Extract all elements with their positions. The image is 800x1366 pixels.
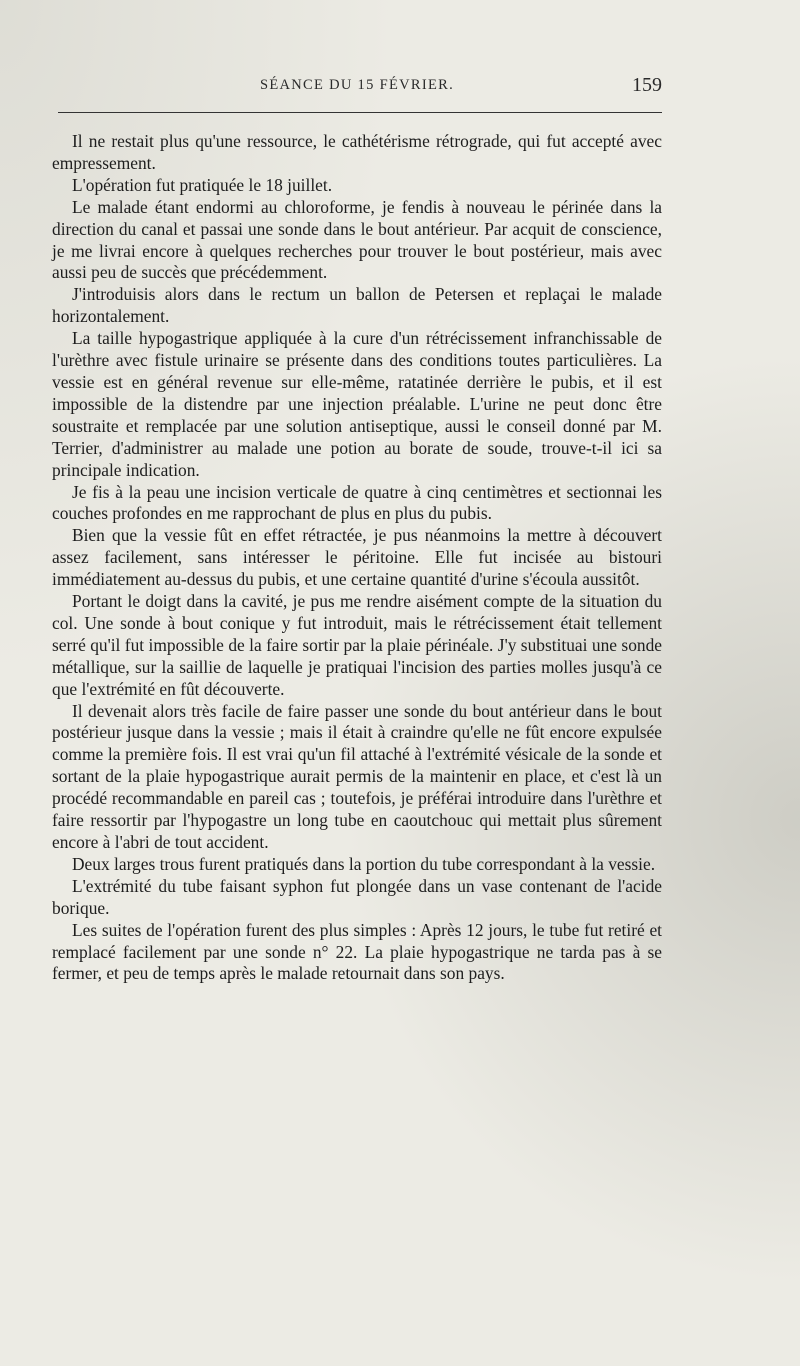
paragraph: Il devenait alors très facile de faire passer une sonde du bout antérieur dans le bout postérieur jusque dans la vessie ; mais il était à craindre qu'elle ne fût encore expulsée comme la première fois. Il est vrai qu'un fil attaché à l'extrémité vésicale de la sonde et sortant de la plaie hypogastrique aurait permis de la maintenir en place, et c'est là un procédé recommandable en pareil cas ; toutefois, je préférai introduire dans l'urèthre et faire ressortir par l'hypogastre un long tube en caoutchouc qui mettait plus sûrement encore à l'abri de tout accident. bbox=[52, 700, 662, 852]
running-head bbox=[52, 74, 662, 101]
header-rule bbox=[58, 112, 662, 113]
paragraph: L'opération fut pratiquée le 18 juillet. bbox=[72, 174, 333, 195]
paragraph: Il ne restait plus qu'une ressource, le cathétérisme rétrograde, qui fut accepté avec empressement. bbox=[52, 131, 662, 173]
paragraph: Les suites de l'opération furent des plus simples : Après 12 jours, le tube fut retiré et remplacé facilement par une sonde n° 22. La plaie hypogastrique ne tarda pas à se fermer, et peu de temps après le malade retournait dans son pays. bbox=[52, 919, 662, 984]
paragraph: Je fis à la peau une incision verticale de quatre à cinq centimètres et sectionnai les couches profondes en me rapprochant de plus en plus du pubis. bbox=[52, 481, 662, 524]
paragraph: La taille hypogastrique appliquée à la cure d'un rétrécissement infranchissable de l'urèthre avec fistule urinaire se présente dans des conditions toutes particulières. La vessie est en général revenue sur elle-même, ratatinée derrière le pubis, et il est impossible de la distendre par une injection préalable. L'urine ne peut donc être soustraite et remplacée par une solution antiseptique, aussi le conseil donné par M. Terrier, d'administrer au malade une potion au borate de soude, trouve-t-il ici sa principale indication. bbox=[52, 328, 662, 480]
paragraph: Bien que la vessie fût en effet rétractée, je pus néanmoins la mettre à découvert assez facilement, sans intéresser le péritoine. Elle fut incisée au bistouri immédiatement au-dessus du pubis, et une certaine quantité d'urine s'écoula aussitôt. bbox=[52, 525, 662, 590]
paragraph: Le malade étant endormi au chloroforme, je fendis à nouveau le périnée dans la direction du canal et passai une sonde dans le bout antérieur. Par acquit de conscience, je me livrai encore à quelques recherches pour trouver le bout postérieur, mais avec aussi peu de succès que précédemment. bbox=[52, 196, 662, 283]
paragraph: Portant le doigt dans la cavité, je pus me rendre aisément compte de la situation du col. Une sonde à bout conique y fut introduit, mais le rétrécissement était tellement serré qu'il fut impossible de la faire sortir par la plaie périnéale. J'y substituai une sonde métallique, sur la saillie de laquelle je pratiquai l'incision des parties molles jusqu'à ce que l'extrémité en fût découverte. bbox=[52, 591, 662, 699]
paragraph: L'extrémité du tube faisant syphon fut plongée dans un vase contenant de l'acide borique. bbox=[52, 875, 662, 918]
paragraph: Deux larges trous furent pratiqués dans la portion du tube correspondant à la vessie. bbox=[72, 853, 656, 874]
paragraph: J'introduisis alors dans le rectum un ballon de Petersen et replaçai le malade horizontalement. bbox=[52, 284, 662, 327]
running-title: SÉANCE DU 15 FÉVRIER. bbox=[259, 77, 455, 93]
page-number: 159 bbox=[632, 74, 662, 96]
body-text bbox=[52, 131, 662, 985]
